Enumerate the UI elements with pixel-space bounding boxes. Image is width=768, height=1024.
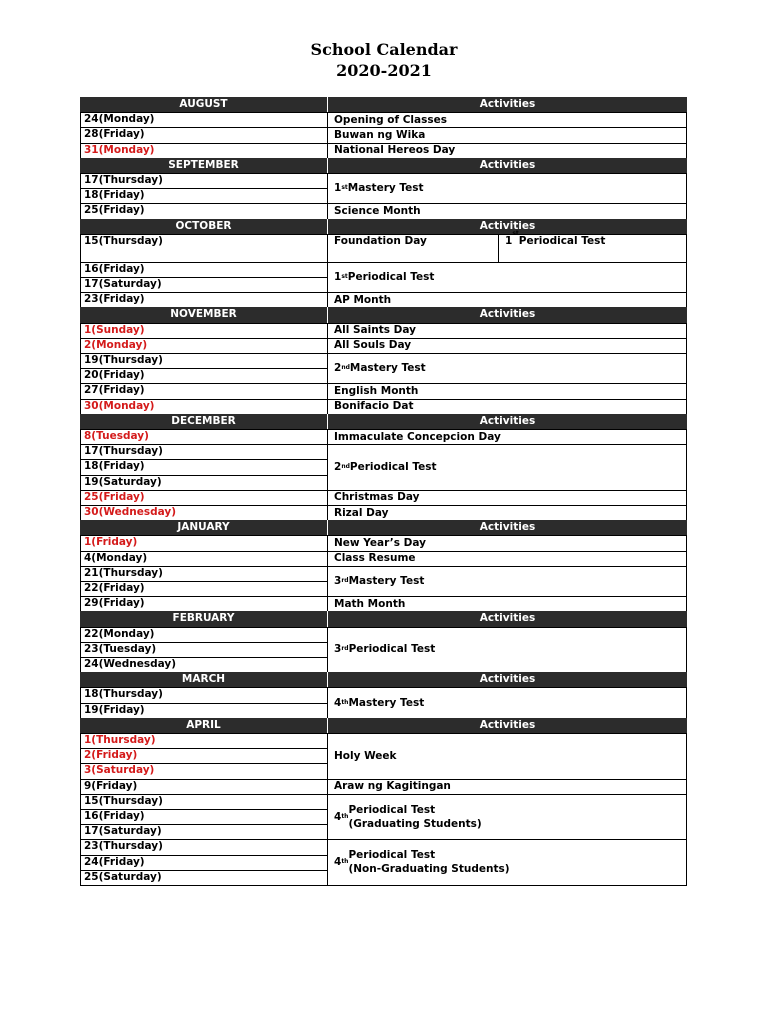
rule-line (80, 383, 327, 384)
date-cell: 17(Saturday) (84, 278, 162, 290)
activity-cell: All Saints Day (334, 324, 416, 337)
activity-cell: 1 st Periodical Test (334, 270, 435, 283)
date-cell: 25(Friday) (84, 204, 145, 217)
month-header: JANUARY (80, 520, 327, 535)
date-cell: 28(Friday) (84, 128, 145, 141)
activity-cell: Buwan ng Wika (334, 128, 426, 141)
date-cell: 4(Monday) (84, 551, 148, 564)
activity-cell: All Souls Day (334, 339, 412, 352)
date-cell: 18(Thursday) (84, 688, 163, 701)
date-cell: 1(Friday) (84, 536, 138, 549)
activity-cell: Immaculate Concepcion Day (334, 430, 501, 443)
month-header: NOVEMBER (80, 307, 327, 322)
rule-line (80, 627, 81, 673)
rule-line (80, 429, 81, 520)
activity-cell: AP Month (334, 293, 392, 306)
date-cell: 15(Thursday) (84, 234, 163, 247)
activity-cell: Math Month (334, 597, 406, 610)
activity-cell: Opening of Classes (334, 113, 447, 126)
rule-line (80, 733, 81, 885)
rule-line (80, 809, 327, 810)
date-cell: 1(Thursday) (84, 734, 156, 746)
rule-line (686, 535, 687, 611)
activities-header: Activities (328, 520, 687, 535)
activity-cell: Christmas Day (334, 491, 420, 504)
date-cell: 21(Thursday) (84, 566, 163, 579)
date-cell: 22(Monday) (84, 627, 155, 640)
date-cell: 15(Thursday) (84, 794, 163, 807)
date-cell: 9(Friday) (84, 779, 138, 792)
rule-line (80, 399, 327, 400)
rule-line (80, 581, 327, 582)
rule-line (686, 112, 687, 158)
month-header: DECEMBER (80, 414, 327, 429)
date-cell: 19(Thursday) (84, 354, 163, 366)
rule-line (80, 535, 687, 536)
activity-cell: New Year’s Day (334, 536, 426, 549)
activity-cell: Holy Week (334, 749, 397, 762)
month-header: SEPTEMBER (80, 158, 327, 173)
rule-line (80, 839, 327, 840)
date-cell: 25(Friday) (84, 490, 145, 503)
rule-line (80, 733, 687, 734)
date-cell: 27(Friday) (84, 384, 145, 397)
activity-cell: English Month (334, 384, 419, 397)
activity-cell: 4 th Periodical Test (Graduating Students) (334, 803, 482, 830)
rule-line (80, 143, 327, 144)
activity-cell: Foundation Day (334, 234, 427, 247)
date-cell: 18(Friday) (84, 189, 145, 202)
activity-cell: 1 Periodical Test (505, 234, 606, 247)
activity-cell: 1 st Mastery Test (334, 182, 424, 195)
rule-line (80, 687, 687, 688)
rule-line (80, 173, 687, 174)
date-cell: 19(Friday) (84, 703, 145, 716)
activity-cell: Science Month (334, 204, 421, 217)
rule-line (327, 173, 328, 219)
activities-header: Activities (328, 672, 687, 687)
rule-line (327, 627, 328, 673)
rule-line (80, 824, 327, 825)
activity-cell: 3 rd Periodical Test (334, 643, 436, 656)
month-header: AUGUST (80, 97, 327, 112)
activities-header: Activities (328, 158, 687, 173)
rule-line (80, 748, 327, 749)
rule-line (80, 112, 687, 113)
rule-line (80, 262, 327, 263)
date-cell: 22(Friday) (84, 582, 145, 594)
date-cell: 30(Monday) (84, 399, 155, 412)
page-title: School Calendar (310, 40, 458, 59)
activity-cell: Class Resume (334, 552, 416, 565)
rule-line (80, 127, 327, 128)
rule-line (327, 323, 328, 414)
rule-line (80, 885, 687, 886)
rule-line (327, 112, 328, 158)
rule-line (80, 855, 327, 856)
activity-cell: 2 nd Periodical Test (334, 460, 437, 473)
activity-cell: National Hereos Day (334, 144, 456, 157)
rule-line (80, 794, 327, 795)
rule-line (80, 429, 687, 430)
activities-header: Activities (328, 97, 687, 112)
rule-line (80, 642, 327, 643)
date-cell: 17(Thursday) (84, 174, 163, 186)
rule-line (80, 368, 327, 369)
rule-line (686, 687, 687, 717)
rule-line (80, 323, 687, 324)
rule-line (80, 353, 327, 354)
date-cell: 29(Friday) (84, 597, 145, 610)
date-cell: 23(Tuesday) (84, 642, 157, 655)
date-cell: 24(Friday) (84, 855, 145, 868)
rule-line (80, 173, 81, 219)
date-cell: 30(Wednesday) (84, 506, 177, 518)
date-cell: 24(Monday) (84, 113, 155, 126)
activity-cell: 2 nd Mastery Test (334, 362, 426, 375)
rule-line (80, 870, 327, 871)
rule-line (686, 173, 687, 219)
rule-line (80, 490, 327, 491)
rule-line (80, 627, 687, 628)
date-cell: 3(Saturday) (84, 764, 155, 777)
date-cell: 24(Wednesday) (84, 658, 177, 670)
date-cell: 19(Saturday) (84, 475, 162, 488)
activities-header: Activities (328, 414, 687, 429)
rule-line (80, 551, 327, 552)
rule-line (80, 292, 327, 293)
rule-line (80, 566, 327, 567)
rule-line (686, 234, 687, 308)
rule-line (327, 733, 328, 885)
month-header: MARCH (80, 672, 327, 687)
rule-line (686, 323, 687, 414)
date-cell: 17(Thursday) (84, 445, 163, 458)
date-cell: 1(Sunday) (84, 323, 145, 336)
rule-line (80, 475, 327, 476)
rule-line (80, 112, 81, 158)
activity-cell: 3 rd Mastery Test (334, 574, 425, 587)
month-header: FEBRUARY (80, 611, 327, 626)
rule-line (80, 687, 81, 717)
rule-line (80, 338, 327, 339)
rule-line (80, 203, 327, 204)
rule-line (327, 535, 328, 611)
activity-cell: 4 th Periodical Test (Non-Graduating Students) (334, 849, 510, 876)
date-cell: 20(Friday) (84, 369, 145, 382)
rule-line (327, 687, 328, 717)
date-cell: 2(Friday) (84, 749, 138, 762)
date-cell: 16(Friday) (84, 810, 145, 822)
date-cell: 2(Monday) (84, 338, 148, 351)
rule-line (80, 657, 327, 658)
rule-line (80, 234, 81, 308)
rule-line (327, 429, 328, 520)
rule-line (80, 444, 327, 445)
date-cell: 31(Monday) (84, 143, 155, 156)
rule-line (80, 277, 327, 278)
rule-line (80, 459, 327, 460)
rule-line (80, 505, 327, 506)
activities-header: Activities (328, 219, 687, 234)
date-cell: 16(Friday) (84, 262, 145, 275)
month-header: APRIL (80, 718, 327, 733)
rule-line (80, 535, 81, 611)
activities-header: Activities (328, 307, 687, 322)
activities-header: Activities (328, 718, 687, 733)
rule-line (686, 733, 687, 885)
rule-line (80, 323, 81, 414)
date-cell: 18(Friday) (84, 460, 145, 473)
date-cell: 23(Friday) (84, 293, 145, 306)
rule-line (80, 763, 327, 764)
rule-line (686, 429, 687, 520)
rule-line (80, 779, 327, 780)
activity-cell: Bonifacio Dat (334, 400, 414, 413)
activity-cell: Rizal Day (334, 506, 389, 519)
rule-line (686, 627, 687, 673)
activity-cell: 4 th Mastery Test (334, 696, 425, 709)
date-cell: 25(Saturday) (84, 870, 162, 883)
rule-line (80, 596, 327, 597)
month-header: OCTOBER (80, 219, 327, 234)
activities-header: Activities (328, 611, 687, 626)
date-cell: 23(Thursday) (84, 840, 163, 853)
rule-line (80, 703, 327, 704)
rule-line (80, 188, 327, 189)
date-cell: 17(Saturday) (84, 825, 162, 838)
activity-cell: Araw ng Kagitingan (334, 780, 451, 793)
page-subtitle-year: 2020-2021 (336, 61, 432, 80)
rule-line (80, 234, 687, 235)
calendar-table (80, 97, 687, 888)
rule-line (327, 234, 328, 308)
date-cell: 8(Tuesday) (84, 430, 149, 442)
